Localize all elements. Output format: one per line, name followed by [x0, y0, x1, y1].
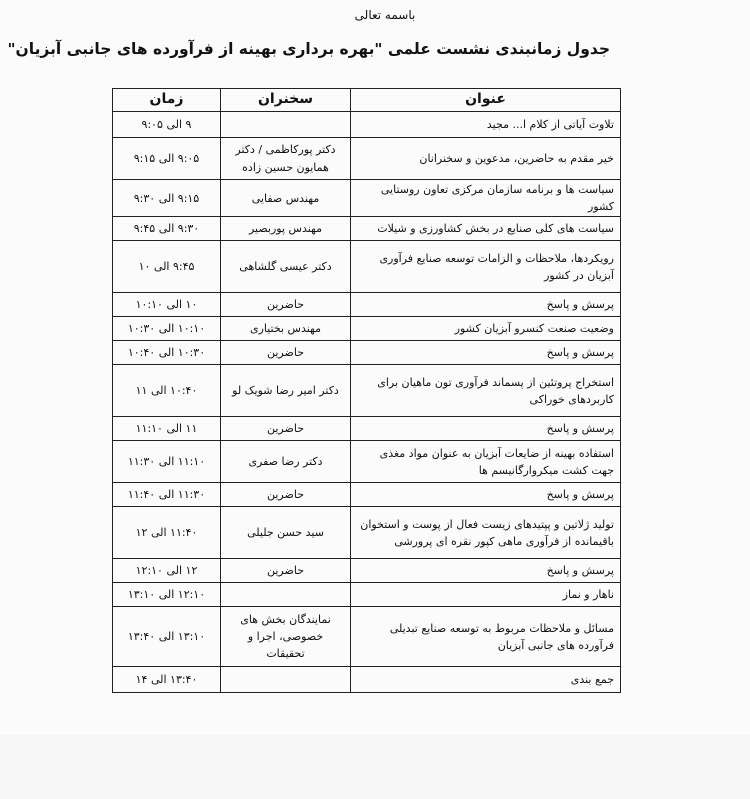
page-title: جدول زمانبندی نشست علمی "بهره برداری بهینه از فرآورده های جانبی آبزیان": [7, 40, 610, 58]
invocation-text: باسمه تعالی: [354, 8, 416, 22]
row-time: ۱۳:۱۰ الی ۱۳:۴۰: [113, 607, 221, 667]
row-speaker: دکتر رضا صفری: [221, 441, 351, 483]
row-time: ۱۰:۱۰ الی ۱۰:۳۰: [113, 317, 221, 341]
row-time: ۹ الی ۹:۰۵: [113, 112, 221, 138]
row-time: ۱۳:۴۰ الی ۱۴: [113, 667, 221, 693]
row-speaker: حاضرین: [221, 559, 351, 583]
row-speaker: دکتر امیر رضا شویک لو: [221, 365, 351, 417]
table-row: [113, 483, 621, 507]
row-time: ۱۱ الی ۱۱:۱۰: [113, 417, 221, 441]
row-speaker: دکتر پورکاظمی / دکتر همایون حسین زاده: [221, 138, 351, 180]
row-time: ۱۲:۱۰ الی ۱۳:۱۰: [113, 583, 221, 607]
table-row: [113, 180, 621, 217]
row-title: سیاست ها و برنامه سازمان مرکزی تعاون روستایی کشور: [351, 180, 621, 217]
table-row: [113, 607, 621, 667]
row-speaker: مهندس بختیاری: [221, 317, 351, 341]
row-speaker: دکتر عیسی گلشاهی: [221, 241, 351, 293]
row-time: ۱۰:۳۰ الی ۱۰:۴۰: [113, 341, 221, 365]
row-title: سیاست های کلی صنایع در بخش کشاورزی و شیلات: [351, 217, 621, 241]
row-title: پرسش و پاسخ: [351, 483, 621, 507]
row-time: ۹:۴۵ الی ۱۰: [113, 241, 221, 293]
table-row: [113, 217, 621, 241]
row-time: ۱۰ الی ۱۰:۱۰: [113, 293, 221, 317]
table-row: [113, 341, 621, 365]
row-speaker: [221, 583, 351, 607]
table-row: [113, 138, 621, 180]
row-speaker: مهندس صفایی: [221, 180, 351, 217]
row-title: استخراج پروتئین از پسماند فرآوری تون ماهیان برای کاربردهای خوراکی: [351, 365, 621, 417]
table-row: [113, 317, 621, 341]
row-speaker: [221, 112, 351, 138]
table-row: [113, 559, 621, 583]
row-speaker: [221, 667, 351, 693]
row-speaker: حاضرین: [221, 293, 351, 317]
column-header-title: عنوان: [351, 89, 621, 112]
row-speaker: حاضرین: [221, 417, 351, 441]
table-row: [113, 667, 621, 693]
row-title: ناهار و نماز: [351, 583, 621, 607]
row-title: تلاوت آیاتی از کلام ا... مجید: [351, 112, 621, 138]
row-time: ۹:۰۵ الی ۹:۱۵: [113, 138, 221, 180]
row-title: رویکردها، ملاحظات و الزامات توسعه صنایع فرآوری آبزیان در کشور: [351, 241, 621, 293]
row-title: پرسش و پاسخ: [351, 559, 621, 583]
table-row: [113, 241, 621, 293]
scan-margin: [0, 735, 750, 799]
row-time: ۱۲ الی ۱۲:۱۰: [113, 559, 221, 583]
row-speaker: حاضرین: [221, 483, 351, 507]
table-row: [113, 417, 621, 441]
row-title: استفاده بهینه از ضایعات آبزیان به عنوان مواد مغذی جهت کشت میکروارگانیسم ها: [351, 441, 621, 483]
row-title: پرسش و پاسخ: [351, 293, 621, 317]
row-speaker: نمایندگان بخش های خصوصی، اجرا و تحقیقات: [221, 607, 351, 667]
row-title: جمع بندی: [351, 667, 621, 693]
table-header-row: [113, 89, 621, 112]
column-header-speaker: سخنران: [221, 89, 351, 112]
row-time: ۹:۱۵ الی ۹:۳۰: [113, 180, 221, 217]
row-time: ۱۰:۴۰ الی ۱۱: [113, 365, 221, 417]
row-title: تولید ژلاتین و پپتیدهای زیست فعال از پوست و استخوان باقیمانده از فرآوری ماهی کپور نقره ای پرورشی: [351, 507, 621, 559]
table-row: [113, 293, 621, 317]
row-time: ۱۱:۱۰ الی ۱۱:۳۰: [113, 441, 221, 483]
row-speaker: سید حسن جلیلی: [221, 507, 351, 559]
table-row: [113, 583, 621, 607]
table-row: [113, 365, 621, 417]
row-title: مسائل و ملاحظات مربوط به توسعه صنایع تبدیلی فرآورده های جانبی آبزیان: [351, 607, 621, 667]
row-title: خیر مقدم به حاضرین، مدعوین و سخنرانان: [351, 138, 621, 180]
schedule-table: [112, 88, 621, 693]
row-title: پرسش و پاسخ: [351, 341, 621, 365]
table-row: [113, 112, 621, 138]
row-time: ۱۱:۴۰ الی ۱۲: [113, 507, 221, 559]
row-title: وضعیت صنعت کنسرو آبزیان کشور: [351, 317, 621, 341]
row-time: ۱۱:۳۰ الی ۱۱:۴۰: [113, 483, 221, 507]
row-speaker: مهندس پوربصیر: [221, 217, 351, 241]
row-title: پرسش و پاسخ: [351, 417, 621, 441]
row-time: ۹:۳۰ الی ۹:۴۵: [113, 217, 221, 241]
table-row: [113, 507, 621, 559]
row-speaker: حاضرین: [221, 341, 351, 365]
table-row: [113, 441, 621, 483]
column-header-time: زمان: [113, 89, 221, 112]
